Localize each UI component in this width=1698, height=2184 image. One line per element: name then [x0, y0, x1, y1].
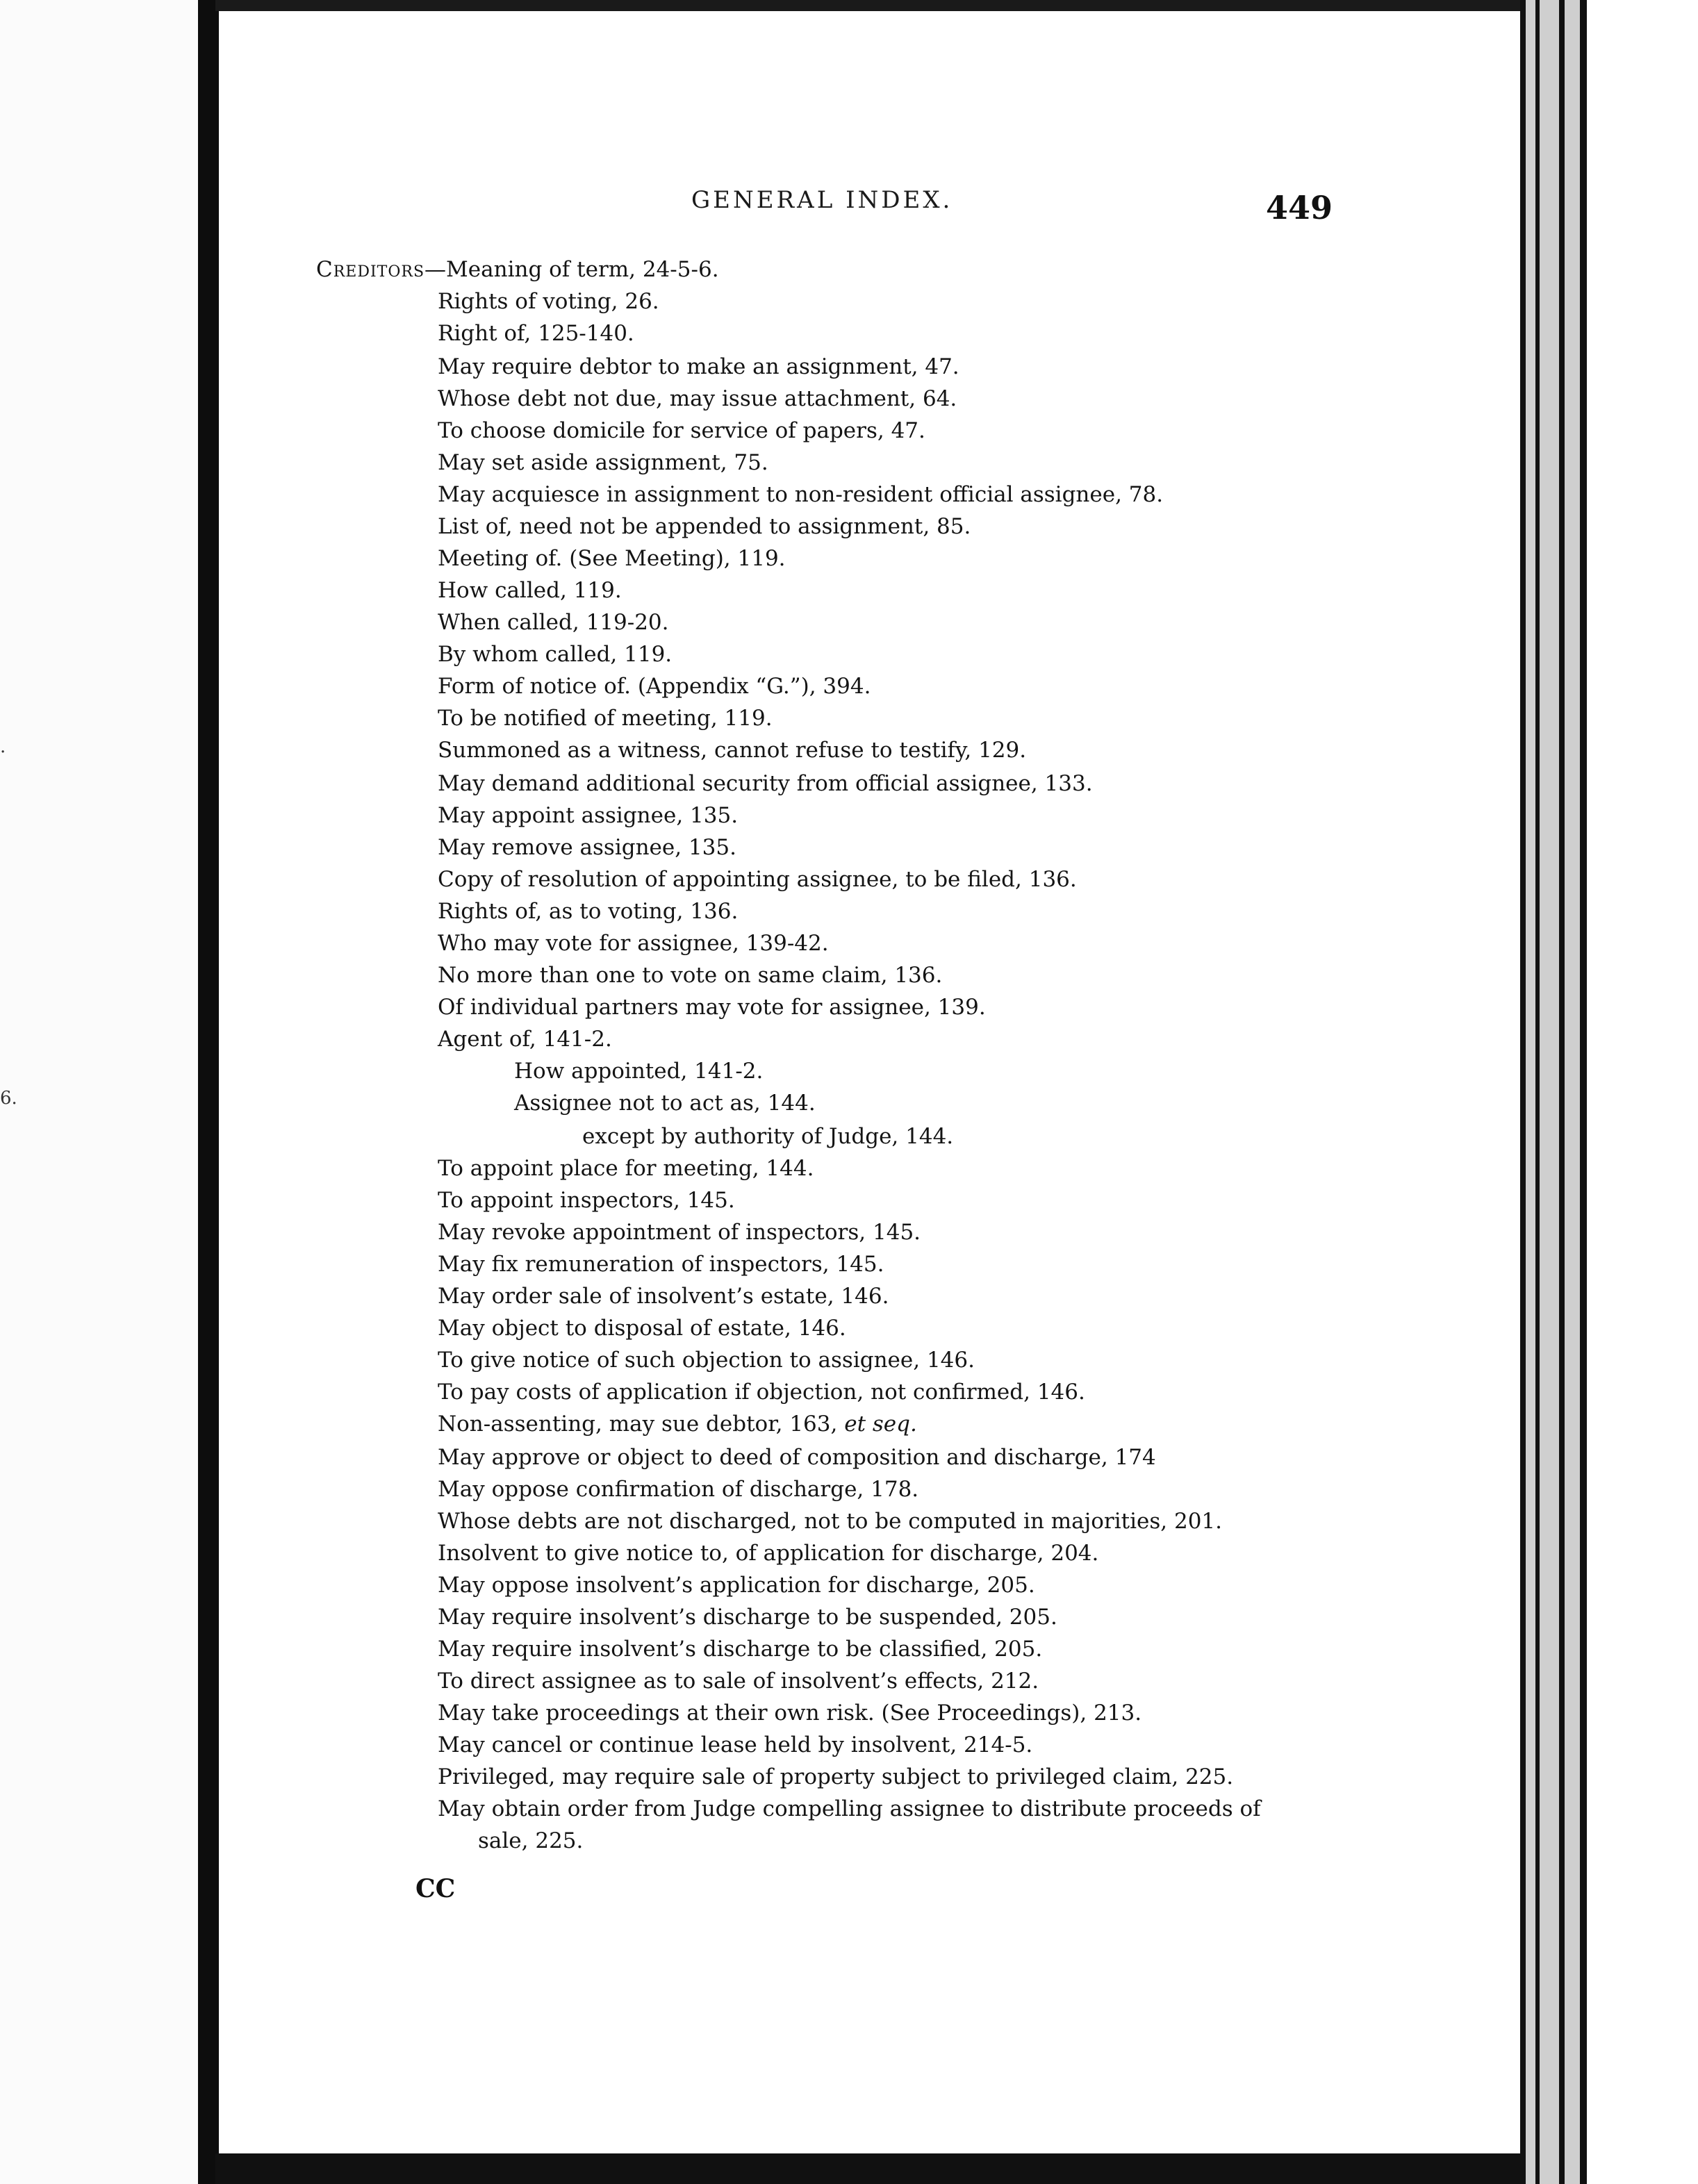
index-entry: When called, 119-20. — [438, 610, 669, 635]
index-heading-line — [316, 254, 719, 285]
index-entry: Form of notice of. (Appendix “G.”), 394. — [438, 674, 871, 699]
index-entry: May fix remuneration of inspectors, 145. — [438, 1252, 884, 1277]
index-entry: Meaning of term, 24-5-6. — [446, 257, 719, 282]
index-entry: Meeting of. (See Meeting), 119. — [438, 546, 786, 571]
index-entry-continuation: sale, 225. — [478, 1828, 584, 1853]
index-entry: May acquiesce in assignment to non-resident official assignee, 78. — [438, 482, 1164, 507]
index-entry: May revoke appointment of inspectors, 145. — [438, 1220, 921, 1245]
margin-mark: . — [0, 736, 6, 757]
index-entry: May obtain order from Judge compelling assignee to distribute proceeds of — [438, 1796, 1261, 1821]
index-entry: Who may vote for assignee, 139-42. — [438, 931, 829, 956]
index-entry: May require debtor to make an assignment, 47. — [438, 354, 959, 379]
index-entry: Of individual partners may vote for assignee, 139. — [438, 995, 986, 1020]
index-entry: May order sale of insolvent’s estate, 146. — [438, 1284, 889, 1309]
index-entry: Agent of, 141-2. — [438, 1027, 612, 1052]
index-entry: May object to disposal of estate, 146. — [438, 1316, 846, 1341]
page-number: 449 — [1266, 189, 1333, 226]
index-entry: To give notice of such objection to assignee, 146. — [438, 1348, 975, 1373]
index-heading-term: Creditors — [316, 257, 425, 282]
index-entry: Rights of voting, 26. — [438, 289, 659, 314]
index-entry: May take proceedings at their own risk. (See Proceedings), 213. — [438, 1701, 1142, 1726]
index-entry: To direct assignee as to sale of insolvent’s effects, 212. — [438, 1669, 1039, 1694]
index-entry: May oppose confirmation of discharge, 178. — [438, 1477, 919, 1502]
margin-mark: 6. — [0, 1088, 17, 1109]
index-entry: List of, need not be appended to assignment, 85. — [438, 514, 971, 539]
index-entry: Privileged, may require sale of property subject to privileged claim, 225. — [438, 1764, 1234, 1789]
index-entry: To appoint inspectors, 145. — [438, 1188, 735, 1213]
index-entry: To pay costs of application if objection, not confirmed, 146. — [438, 1380, 1085, 1405]
index-entry: May set aside assignment, 75. — [438, 450, 768, 475]
index-entry: By whom called, 119. — [438, 642, 673, 667]
index-entry: To be notified of meeting, 119. — [438, 706, 773, 731]
signature-mark: CC — [415, 1874, 456, 1903]
index-entry: No more than one to vote on same claim, 136. — [438, 963, 943, 988]
index-entry: Summoned as a witness, cannot refuse to testify, 129. — [438, 738, 1027, 763]
index-entry: To appoint place for meeting, 144. — [438, 1156, 814, 1181]
index-entry: Whose debts are not discharged, not to be computed in majorities, 201. — [438, 1509, 1223, 1534]
index-entry: Whose debt not due, may issue attachment, 64. — [438, 386, 957, 411]
index-entry: May appoint assignee, 135. — [438, 803, 739, 828]
index-entry: Copy of resolution of appointing assignee, to be filed, 136. — [438, 867, 1077, 892]
index-entry: Rights of, as to voting, 136. — [438, 899, 739, 924]
index-entry: May oppose insolvent’s application for discharge, 205. — [438, 1573, 1035, 1598]
index-entry: May require insolvent’s discharge to be classified, 205. — [438, 1637, 1043, 1662]
index-entry: May demand additional security from official assignee, 133. — [438, 771, 1093, 796]
index-subentry: Assignee not to act as, 144. — [514, 1091, 816, 1116]
index-entry: How called, 119. — [438, 578, 622, 603]
index-heading-dash: — — [424, 257, 447, 282]
index-entry: Non-assenting, may sue debtor, 163, — [438, 1412, 838, 1437]
index-entry-line — [438, 1409, 917, 1439]
et-seq: et seq. — [844, 1412, 917, 1437]
running-head: GENERAL INDEX. — [691, 186, 953, 214]
index-subentry: How appointed, 141-2. — [514, 1059, 764, 1084]
index-entry: May approve or object to deed of composition and discharge, 174 — [438, 1445, 1156, 1470]
index-entry: To choose domicile for service of papers, 47. — [438, 418, 925, 443]
index-entry: Insolvent to give notice to, of application for discharge, 204. — [438, 1541, 1099, 1566]
index-entry: May require insolvent’s discharge to be suspended, 205. — [438, 1605, 1057, 1630]
index-entry: Right of, 125-140. — [438, 321, 634, 346]
index-entry: May cancel or continue lease held by insolvent, 214-5. — [438, 1732, 1033, 1757]
index-entry: May remove assignee, 135. — [438, 835, 736, 860]
index-subentry: except by authority of Judge, 144. — [582, 1124, 954, 1149]
